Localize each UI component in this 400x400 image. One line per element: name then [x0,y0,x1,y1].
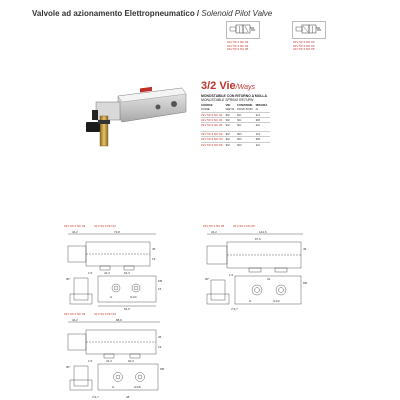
symbol-code: 01V 50 3 NC 03 [227,43,249,48]
dim-label: G [249,299,252,303]
dim-label: 45 [303,247,307,251]
dim-label: G3/8 [134,385,141,389]
valve-product-image [78,72,188,148]
dim-label: M5 [160,367,165,371]
symbol-code: 01V 50 3 NC 05 [227,47,249,52]
dim-label: 19 [152,257,156,261]
dim-label: 19 [158,345,162,349]
column-header-function: FUNZIONE FUNCTION [237,103,253,111]
drawing-code: 01V 50 3 NC 05 [203,224,225,228]
dim-label: 90° [205,277,210,281]
ways-label-en: /Ways [235,84,255,91]
dim-label: 54,5 [124,307,130,311]
symbol-left-codes [227,41,248,52]
ways-heading [201,76,255,94]
operation-en: MONOSTABLE SPRING RETURN [201,98,254,102]
dim-label: ∅3,7 [231,307,238,311]
dim-label: 41 [267,277,271,281]
drawing-code: 01V 50 3 NC 03 [64,312,86,316]
symbol-code: 01V 50 3 NO 02 [293,40,315,44]
table-row: 01V 50 3 NO 05 3/2 NO 1/2 [201,142,270,147]
technical-drawing-top-left [64,230,174,312]
symbol-code: 01V 50 3 NO 05 [293,47,315,52]
operation-it: MONOSTABILE CON RITORNO A MOLLA [201,94,267,98]
symbol-code: 01V 50 3 NO 03 [293,43,315,48]
column-header-code: CODICE CODE [201,103,213,111]
dim-label: 45 [158,335,162,339]
spec-table-header [201,104,270,112]
dim-label: 42,3 [104,271,110,275]
dim-label: 62,3 [128,359,134,363]
table-row: 01V 50 3 NC 03 3/2 NC 3/8 [201,117,270,122]
drawing-caption-bottom-left [64,312,125,316]
table-row: 01V 50 3 NC 05 3/2 NC 1/2 [201,123,270,128]
title-italian: Valvole ad azionamento Elettropneumatico / [32,9,200,18]
dim-label: 144,6 [259,230,267,234]
dim-label: 62,3 [124,271,130,275]
page-title [32,9,272,18]
table-row: 01V 50 3 NO 03 3/2 NO 3/8 [201,137,270,142]
dim-label: 88,9 [116,318,122,322]
operation-description [201,94,267,102]
symbol-right-codes [293,41,315,52]
drawing-caption-top-left [64,224,125,228]
technical-drawing-bottom-left [64,318,174,400]
dim-label: 34,2 [211,230,217,234]
symbol-code: 01V 50 3 NC 02 [227,40,249,44]
table-row: 01V 50 3 NO 02 3/2 NO 1/4 [201,132,270,137]
ways-number: 3/2 [201,80,217,92]
dim-label: G [112,385,115,389]
drawing-code: 01V 50 3 NO 03 [94,312,116,316]
symbol-no-valve [292,21,326,39]
dim-label: 15 [158,287,162,291]
dim-label: M5 [158,279,163,283]
column-header-size: MISURA G [255,103,268,111]
dim-label: 42,3 [106,359,112,363]
column-header-ways: VIE WAYS [225,103,235,111]
title-english: Solenoid Pilot Valve [199,9,273,18]
dim-label: 34,2 [72,318,78,322]
drawing-caption-top-right [203,224,264,228]
dim-label: 1.5 [229,273,234,277]
dim-label: 45 [152,247,156,251]
table-row: 01V 50 3 NC 02 3/2 NC 1/4 [201,112,270,117]
dim-label: G1/2 [273,299,280,303]
dim-label: M5 [303,281,308,285]
dim-label: 90° [66,277,71,281]
dim-label: 90° [66,365,71,369]
dim-label: 67,6 [255,237,261,241]
dim-label: 34,2 [72,230,78,234]
ways-label-it: Vie [216,80,236,92]
dim-label: 72,8 [114,230,120,234]
symbol-nc-valve [226,21,260,39]
dim-label: ∅3,7 [92,395,99,399]
drawing-code: 01V 50 3 NO 05 [233,224,255,228]
spec-table [201,104,270,147]
dim-label: G1/4 [130,295,137,299]
dim-label: 1.5 [88,359,93,363]
technical-drawing-top-right [203,230,313,312]
drawing-code: 01V 50 3 NO 02 [94,224,116,228]
dim-label: G [110,295,113,299]
drawing-code: 01V 50 3 NC 02 [64,224,86,228]
dim-label: 48 [126,395,130,399]
dim-label: 1.5 [88,271,93,275]
